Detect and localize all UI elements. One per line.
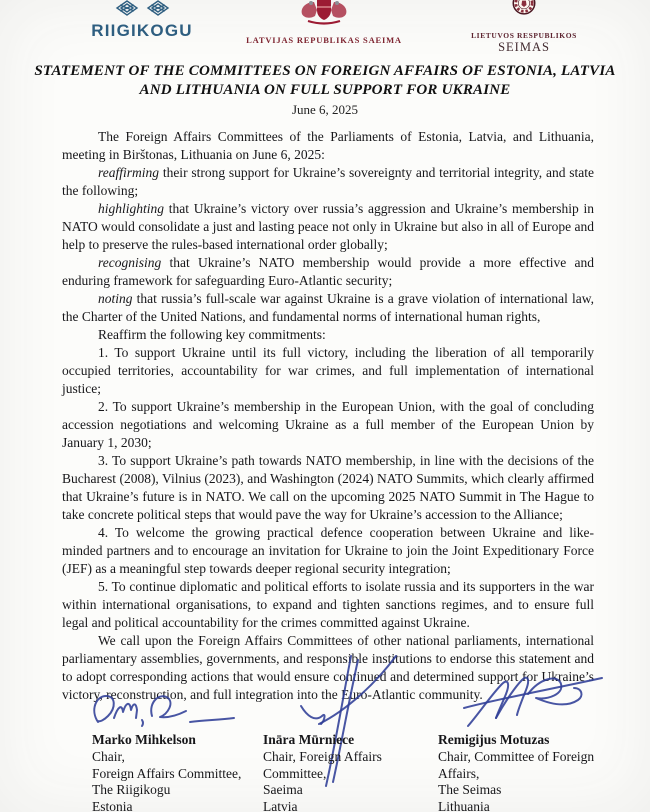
paragraph-closing: We call upon the Foreign Affairs Committees of other national parliaments, international parliamentary assemblies, governments, and responsible institutions to endorse this statement and to adopt corresponding actions that would ensure continued and determined support for Ukraine’s victory, reconstruction, and full integration into the Euro-Atlantic community.: [62, 633, 594, 702]
signatory-line: Chair, Foreign Affairs: [263, 748, 382, 764]
riigikogu-ornament-icon: [115, 0, 139, 17]
paragraph-commitment-3: 3. To support Ukraine’s path towards NATO membership, in line with the decisions of the Bucharest (2008), Vilnius (2023), and Washington (2024) NATO Summits, which clearly affirmed that Ukraine’s future is in NATO. We call on the upcoming 2025 NATO Summit in The Hague to take concrete political steps that would pave the way for Ukraine’s accession to the Alliance;: [62, 453, 594, 522]
paragraph-noting: noting that russia’s full-scale war against Ukraine is a grave violation of international law, the Charter of the United Nations, and fundamental norms of international human rights,: [62, 291, 594, 324]
signatory-line: Lithuania: [438, 799, 490, 812]
seimas-logo: [438, 0, 610, 55]
saeima-logo: [240, 0, 408, 45]
seimas-emblem-icon: [494, 0, 554, 24]
signatory-block-estonia: [92, 732, 262, 812]
paragraph-lead: recognising: [98, 255, 162, 270]
riigikogu-ornament-icon: [146, 0, 170, 17]
signatory-name: Remigijus Motuzas: [438, 732, 550, 747]
paragraph-lead: noting: [98, 291, 133, 306]
statement-body: [62, 128, 594, 704]
signatory-line: Saeima: [263, 782, 303, 798]
signatory-block-lithuania: [438, 732, 623, 812]
signatory-name: Ināra Mūrniece: [263, 732, 355, 747]
signatory-line: Latvia: [263, 799, 298, 812]
signatory-line: Affairs,: [438, 765, 480, 781]
paragraph-intro: The Foreign Affairs Committees of the Parliaments of Estonia, Latvia, and Lithuania, meeting in Birštonas, Lithuania on June 6, 2025:: [62, 129, 594, 162]
signatory-line: Chair,: [92, 748, 125, 764]
signatory-block-latvia: [263, 732, 435, 812]
document-title-line1: STATEMENT OF THE COMMITTEES ON FOREIGN AFFAIRS OF ESTONIA, LATVIA: [34, 63, 616, 79]
seimas-caption-bottom: SEIMAS: [498, 40, 550, 54]
paragraph-lead: highlighting: [98, 201, 165, 216]
paragraph-commitment-4: 4. To welcome the growing practical defence cooperation between Ukraine and like-minded partners and to encourage an invitation for Ukraine to join the Joint Expeditionary Force (JEF) as a meaningful step towards deeper regional security integration;: [62, 525, 594, 576]
paragraph-reaffirm-commitments: Reaffirm the following key commitments:: [98, 327, 326, 342]
seimas-caption-top: LIETUVOS RESPUBLIKOS: [471, 31, 577, 40]
signatory-line: Committee,: [263, 765, 327, 781]
signatory-name: Marko Mihkelson: [92, 732, 196, 747]
signatory-line: Estonia: [92, 799, 133, 812]
paragraph-lead: reaffirming: [98, 165, 160, 180]
riigikogu-logo: [58, 0, 226, 41]
paragraph-recognising: recognising that Ukraine’s NATO membership would provide a more effective and enduring framework for safeguarding Euro-Atlantic security;: [62, 255, 594, 288]
paragraph-commitment-5: 5. To continue diplomatic and political efforts to isolate russia and its supporters in the war within international organisations, to expand and tighten sanctions regimes, and to ensure full legal and political accountability for the crimes committed against Ukraine.: [62, 579, 594, 630]
paragraph-reaffirming: reaffirming their strong support for Ukraine’s sovereignty and territorial integrity, and state the following;: [62, 165, 594, 198]
signatory-line: The Seimas: [438, 782, 502, 798]
saeima-caption: LATVIJAS REPUBLIKAS SAEIMA: [246, 35, 402, 45]
riigikogu-ornaments: [58, 0, 226, 17]
paragraph-highlighting: highlighting that Ukraine’s victory over russia’s aggression and Ukraine’s membership in NATO would consolidate a just and lasting peace not only in Ukraine but also in all of Europe and help to preserve the rules-based international order globally;: [62, 201, 594, 252]
riigikogu-wordmark: RIIGIKOGU: [91, 21, 193, 40]
paragraph-commitment-1: 1. To support Ukraine until its full victory, including the liberation of all temporarily occupied territories, accountability for war crimes, and full implementation of international justice;: [62, 345, 594, 396]
signatory-line: The Riigikogu: [92, 782, 171, 798]
paragraph-commitment-2: 2. To support Ukraine’s membership in the European Union, with the goal of concluding accession negotiations and welcoming Ukraine as a full member of the European Union by January 1, 2030;: [62, 399, 594, 450]
document-date: June 6, 2025: [291, 102, 359, 117]
saeima-coat-of-arms-icon: [284, 0, 364, 25]
signatory-line: Foreign Affairs Committee,: [92, 765, 242, 781]
title-block: [0, 62, 650, 118]
document-title-line2: AND LITHUANIA ON FULL SUPPORT FOR UKRAINE: [139, 82, 511, 98]
signatory-line: Chair, Committee of Foreign: [438, 748, 595, 764]
